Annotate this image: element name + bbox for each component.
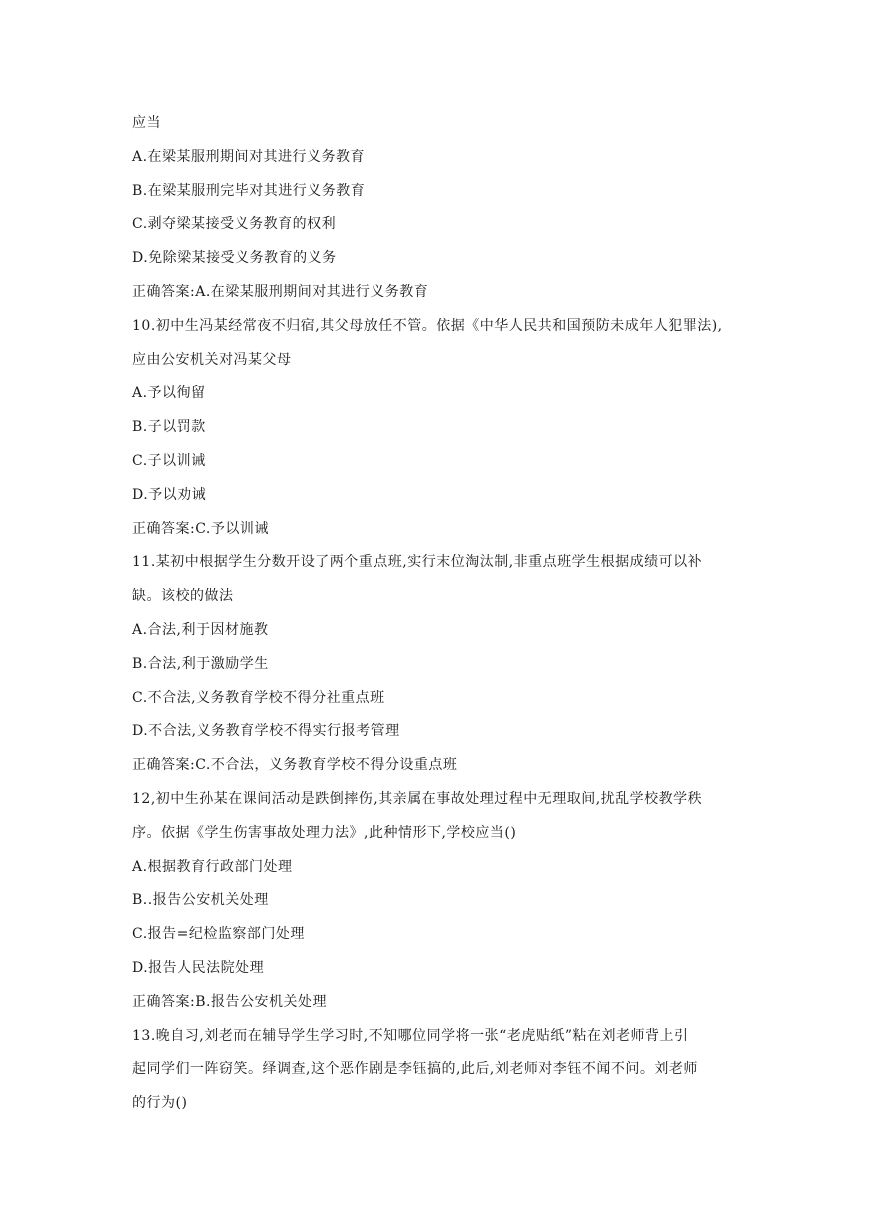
option-c: C.报告=纪检监察部门处理 xyxy=(132,926,305,943)
answer-line: 正确答案:C.予以训诫 xyxy=(132,520,269,537)
answer-line: 正确答案:C.不合法，义务教育学校不得分设重点班 xyxy=(132,757,458,774)
option-b: B..报告公安机关处理 xyxy=(132,892,269,909)
option-d: D.予以劝诫 xyxy=(132,486,207,503)
option-d: D.不合法,义务教育学校不得实行报考管理 xyxy=(132,723,400,740)
question-10-line-1: 10.初中生冯某经常夜不归宿,其父母放任不管。依据《中华人民共和国预防未成年人犯罪法), xyxy=(132,317,723,334)
option-a: A.予以徇留 xyxy=(132,385,206,402)
option-a: A.根据教育行政部门处理 xyxy=(132,858,293,875)
option-a: A.在梁某服刑期间对其进行义务教育 xyxy=(132,148,366,165)
answer-line: 正确答案:A.在梁某服刑期间对其进行义务教育 xyxy=(132,283,429,300)
question-10-line-2: 应由公安机关对冯某父母 xyxy=(132,351,292,368)
question-11-line-2: 缺。该校的做法 xyxy=(132,588,234,605)
option-c: C.剥夺梁某接受义务教育的权利 xyxy=(132,216,337,233)
option-b: B.在梁某服刑完毕对其进行义务教育 xyxy=(132,182,366,199)
question-13-line-2: 起同学们一阵窃笑。绎调查,这个恶作剧是李钰搞的,此后,刘老师对李钰不闻不问。刘老师 xyxy=(132,1061,698,1078)
question-text-block xyxy=(132,110,752,1124)
question-11-line-1: 11.某初中根据学生分数开设了两个重点班,实行末位淘汰制,非重点班学生根据成绩可以补 xyxy=(132,554,703,571)
question-12-line-1: 12,初中生孙某在课间活动是跌倒摔伤,其亲属在事故处理过程中无理取间,扰乱学校教学秩 xyxy=(132,790,703,807)
option-c: C.子以训诫 xyxy=(132,452,206,469)
option-a: A.合法,利于因材施教 xyxy=(132,621,269,638)
text-line: 应当 xyxy=(132,115,161,131)
option-c: C.不合法,义务教育学校不得分社重点班 xyxy=(132,689,385,706)
option-d: D.报告人民法院处理 xyxy=(132,959,265,976)
option-d: D.免除梁某接受义务教育的义务 xyxy=(132,250,337,267)
question-13-line-1: 13.晚自习,刘老而在辅导学生学习时,不知哪位同学将一张“老虎贴纸”粘在刘老师背上引 xyxy=(132,1027,689,1044)
answer-line: 正确答案:B.报告公安机关处理 xyxy=(132,993,327,1010)
question-13-line-3: 的行为() xyxy=(132,1095,188,1112)
question-12-line-2: 序。依据《学生伤害事故处理力法》,此种情形下,学校应当() xyxy=(132,824,517,841)
option-b: B.子以罚款 xyxy=(132,419,206,436)
option-b: B.合法,利于激励学生 xyxy=(132,655,269,672)
